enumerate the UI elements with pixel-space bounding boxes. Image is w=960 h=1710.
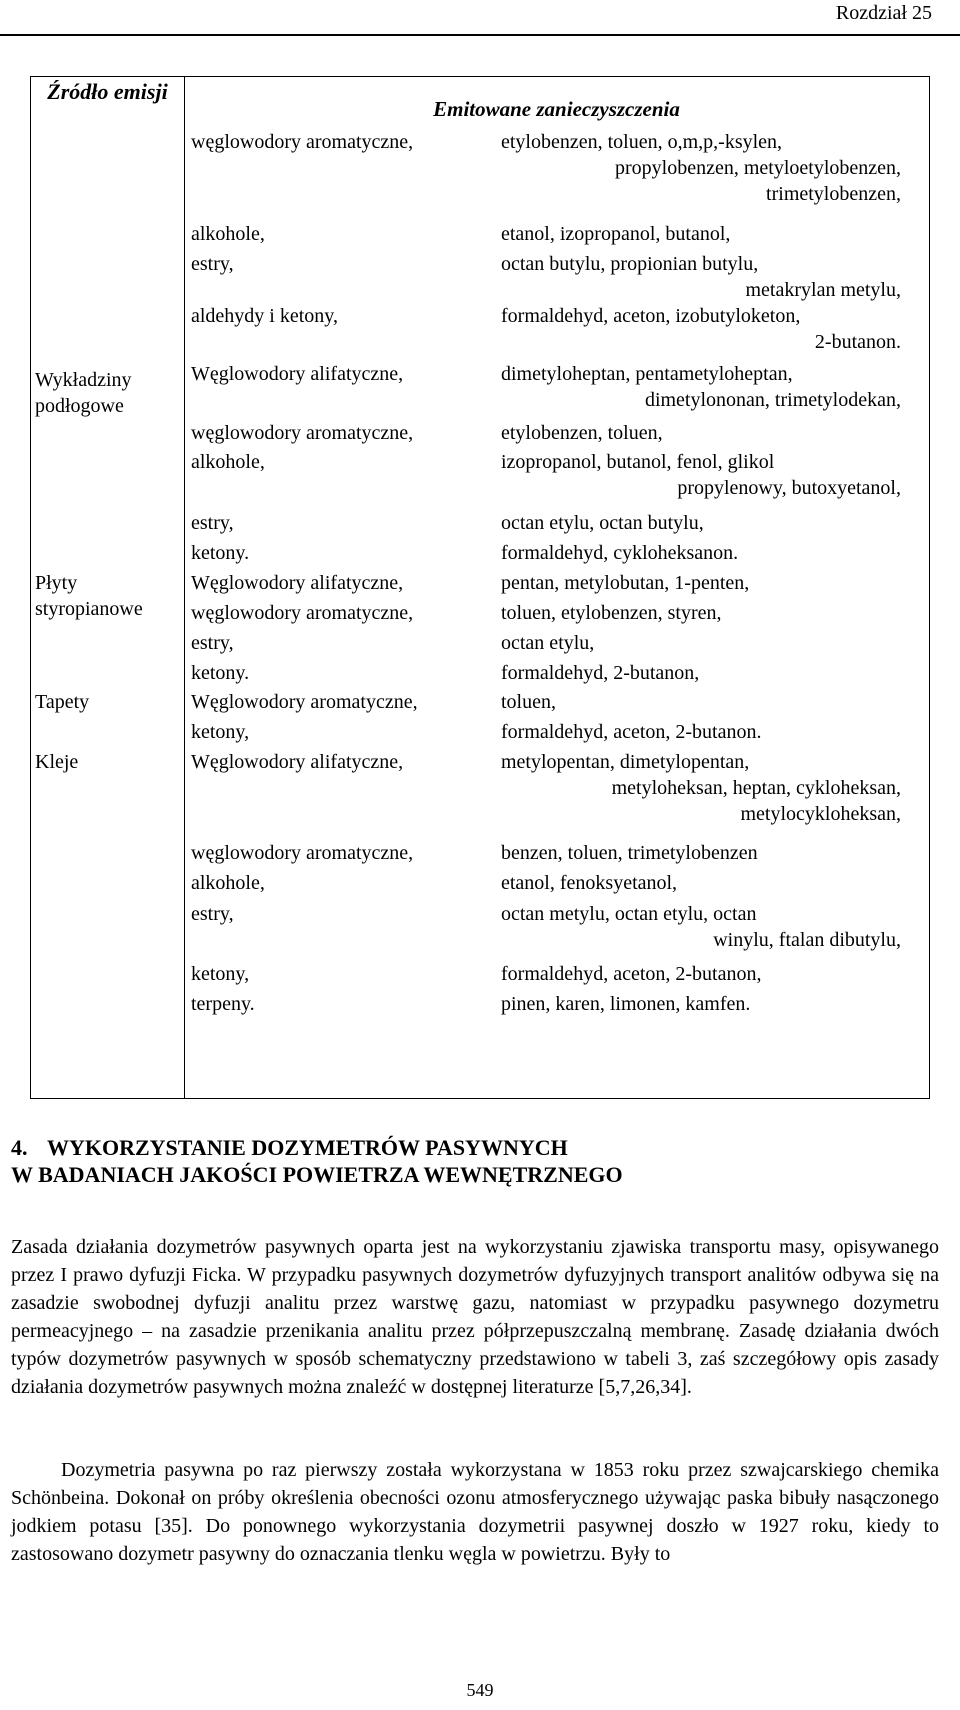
row-group-label: alkohole, [191, 872, 265, 894]
compound-line: winylu, ftalan dibutylu, [713, 929, 901, 951]
compound-line: etanol, izopropanol, butanol, [501, 223, 731, 245]
row-group-label: ketony. [191, 662, 250, 684]
row-compounds [501, 570, 901, 596]
compound-line: trimetylobenzen, [766, 183, 901, 205]
row-group-label: estry, [191, 253, 234, 275]
row-compounds [501, 449, 901, 501]
section-number: 4. [11, 1135, 28, 1160]
row-compounds [501, 630, 901, 656]
compound-line: octan butylu, propionian butylu, [501, 253, 759, 275]
compound-line: pinen, karen, limonen, kamfen. [501, 993, 751, 1015]
compound-line: formaldehyd, cykloheksanon. [501, 542, 739, 564]
compound-line: formaldehyd, 2-butanon, [501, 662, 700, 684]
compound-line: dimetyloheptan, pentametyloheptan, [501, 363, 793, 385]
page-number: 549 [466, 1680, 494, 1700]
row-group-label: węglowodory aromatyczne, [191, 131, 414, 153]
compound-line: toluen, [501, 691, 556, 713]
row-group-label: ketony, [191, 721, 250, 743]
source-polystyrene-boards: Płyty styropianowe [35, 572, 143, 620]
compound-line: etylobenzen, toluen, o,m,p,-ksylen, [501, 131, 783, 153]
row-group-label: ketony. [191, 542, 250, 564]
emissions-table [30, 76, 930, 1099]
paragraph-2: Dozymetria pasywna po raz pierwszy została wykorzystana w 1853 roku przez szwajcarskiego chemika Schönbeina. Dokonał on próby określenia obecności ozonu atmosferycznego używając paska bibuły nasączonego jodkiem potasu [35]. Do ponownego wykorzystania dozymetrii pasywnej doszło w 1927 roku, kiedy to zastosowano dozymetr pasywny do oznaczania tlenku węgla w powietrzu. Były to [11, 1459, 939, 1565]
row-group-label: Węglowodory alifatyczne, [191, 363, 404, 385]
row-group-label: alkohole, [191, 451, 265, 473]
compound-line: 2-butanon. [814, 331, 901, 353]
header-source: Źródło emisji [47, 79, 168, 104]
row-compounds [501, 303, 901, 355]
source-wallpapers: Tapety [35, 691, 90, 713]
row-compounds [501, 961, 901, 987]
compound-line: metylocykloheksan, [740, 803, 901, 825]
row-compounds [501, 901, 901, 953]
section-heading [11, 1134, 623, 1188]
compound-line: benzen, toluen, trimetylobenzen [501, 842, 758, 864]
compound-line: metyloheksan, heptan, cykloheksan, [611, 777, 901, 799]
row-group-label: alkohole, [191, 223, 265, 245]
row-compounds [501, 660, 901, 686]
compound-line: toluen, etylobenzen, styren, [501, 602, 722, 624]
compound-line: formaldehyd, aceton, 2-butanon. [501, 721, 762, 743]
row-compounds [501, 600, 901, 626]
column-divider [184, 77, 185, 1098]
row-group-label: Węglowodory alifatyczne, [191, 751, 404, 773]
section-title-line1: WYKORZYSTANIE DOZYMETRÓW PASYWNYCH [47, 1135, 568, 1160]
row-compounds [501, 840, 901, 866]
row-compounds [501, 129, 901, 207]
compound-line: metakrylan metylu, [745, 279, 901, 301]
row-group-label: estry, [191, 903, 234, 925]
compound-line: propylenowy, butoxyetanol, [677, 477, 901, 499]
compound-line: dimetylononan, trimetylodekan, [644, 389, 901, 411]
source-adhesives: Kleje [35, 751, 79, 773]
row-compounds [501, 749, 901, 827]
section-title-line2: W BADANIACH JAKOŚCI POWIETRZA WEWNĘTRZNEGO [11, 1162, 623, 1187]
row-compounds [501, 991, 901, 1017]
row-compounds [501, 510, 901, 536]
compound-line: formaldehyd, aceton, 2-butanon, [501, 963, 762, 985]
compound-line: octan etylu, [501, 632, 595, 654]
header-emissions: Emitowane zanieczyszczenia [433, 97, 680, 121]
row-compounds [501, 540, 901, 566]
compound-line: propylobenzen, metyloetylobenzen, [614, 157, 901, 179]
row-compounds [501, 689, 901, 715]
row-group-label: terpeny. [191, 993, 255, 1015]
compound-line: etylobenzen, toluen, [501, 422, 663, 444]
paragraph-1: Zasada działania dozymetrów pasywnych oparta jest na wykorzystaniu zjawiska transportu masy, opisywanego przez I prawo dyfuzji Ficka. W przypadku pasywnych dozymetrów dyfuzyjnych transport analitów odbywa się na zasadzie swobodnej dyfuzji analitu przez warstwę gazu, natomiast w przypadku pasywnego dozymetru permeacyjnego – na zasadzie przenikania analitu przez półprzepuszczalną membranę. Zasadę działania dwóch typów dozymetrów pasywnych w sposób schematyczny przedstawiono w tabeli 3, zaś szczegółowy opis zasady działania dozymetrów pasywnych można znaleźć w dostępnej literaturze [5,7,26,34]. [11, 1236, 939, 1398]
row-group-label: ketony, [191, 963, 250, 985]
header-rule [0, 34, 960, 36]
source-floor-coverings: Wykładziny podłogowe [35, 369, 132, 417]
compound-line: pentan, metylobutan, 1-penten, [501, 572, 750, 594]
row-group-label: węglowodory aromatyczne, [191, 842, 414, 864]
row-compounds [501, 870, 901, 896]
row-compounds [501, 361, 901, 413]
row-group-label: Węglowodory alifatyczne, [191, 572, 404, 594]
row-group-label: węglowodory aromatyczne, [191, 602, 414, 624]
compound-line: formaldehyd, aceton, izobutyloketon, [501, 305, 801, 327]
compound-line: octan metylu, octan etylu, octan [501, 903, 757, 925]
compound-line: metylopentan, dimetylopentan, [501, 751, 750, 773]
row-compounds [501, 719, 901, 745]
row-group-label: estry, [191, 632, 234, 654]
row-group-label: estry, [191, 512, 234, 534]
row-compounds [501, 251, 901, 303]
row-compounds [501, 420, 901, 446]
row-group-label: aldehydy i ketony, [191, 305, 339, 327]
compound-line: etanol, fenoksyetanol, [501, 872, 678, 894]
compound-line: octan etylu, octan butylu, [501, 512, 704, 534]
row-group-label: węglowodory aromatyczne, [191, 422, 414, 444]
row-compounds [501, 221, 901, 247]
running-head-chapter: Rozdział 25 [835, 2, 932, 24]
row-group-label: Węglowodory aromatyczne, [191, 691, 418, 713]
compound-line: izopropanol, butanol, fenol, glikol [501, 451, 775, 473]
